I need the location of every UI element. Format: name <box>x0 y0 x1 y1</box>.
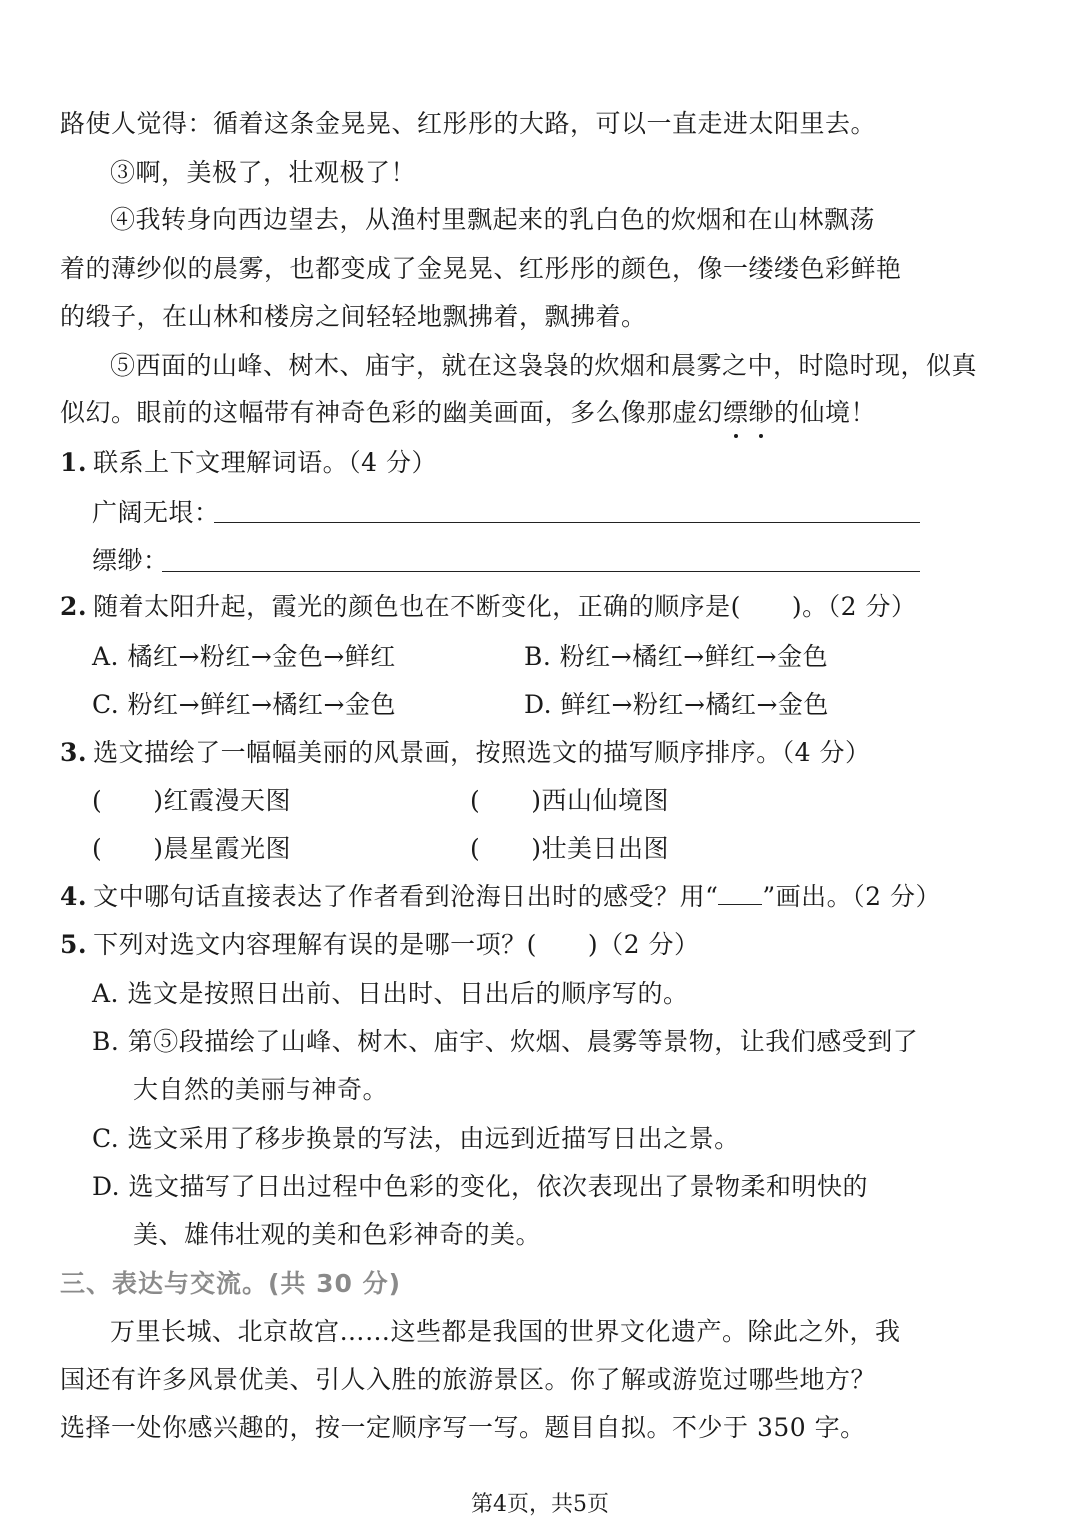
question-1 <box>60 446 930 480</box>
q2-option-a[interactable]: A. 橘红→粉红→金色→鲜红 <box>92 642 396 671</box>
q1-term-1-label: 广阔无垠： <box>92 498 220 527</box>
passage-paragraph-4-line-2: 着的薄纱似的晨雾，也都变成了金晃晃、红彤彤的颜色，像一缕缕色彩鲜艳 <box>60 254 902 283</box>
question-number: 1. <box>60 448 88 477</box>
passage-paragraph-5-line-1: ⑤西面的山峰、树木、庙宇，就在这袅袅的炊烟和晨雾之中，时隐时现，似真 <box>110 351 978 380</box>
underline-mark <box>718 884 762 905</box>
q2-option-d[interactable]: D. 鲜红→粉红→橘红→金色 <box>524 690 829 719</box>
question-number: 2. <box>60 592 88 621</box>
writing-prompt-line-3: 选择一处你感兴趣的，按一定顺序写一写。题目自拟。不少于 350 字。 <box>60 1413 866 1442</box>
q1-answer-line-2[interactable] <box>162 571 920 572</box>
q2-option-b[interactable]: B. 粉红→橘红→鲜红→金色 <box>524 642 829 671</box>
q5-option-b[interactable]: B. 第⑤段描绘了山峰、树木、庙宇、炊烟、晨雾等景物，让我们感受到了 <box>92 1027 919 1056</box>
q2-option-c[interactable]: C. 粉红→鲜红→橘红→金色 <box>92 690 396 719</box>
question-text: 随着太阳升起，霞光的颜色也在不断变化，正确的顺序是( )。（2 分） <box>93 592 917 621</box>
writing-prompt-line-1: 万里长城、北京故宫……这些都是我国的世界文化遗产。除此之外，我 <box>110 1317 901 1346</box>
q3-item-1[interactable]: ( )红霞漫天图 <box>92 786 292 815</box>
question-5 <box>60 928 930 962</box>
q5-option-c[interactable]: C. 选文采用了移步换景的写法，由远到近描写日出之景。 <box>92 1124 740 1153</box>
writing-prompt-line-2: 国还有许多风景优美、引人入胜的旅游景区。你了解或游览过哪些地方？ <box>60 1365 877 1394</box>
section-heading: 三、表达与交流。(共 30 分) <box>60 1269 402 1298</box>
q3-item-3[interactable]: ( )晨星霞光图 <box>92 834 292 863</box>
emphasis-character: 缈 <box>749 396 775 430</box>
question-4 <box>60 880 942 914</box>
passage-paragraph-4-line-3: 的缎子，在山林和楼房之间轻轻地飘拂着，飘拂着。 <box>60 302 647 331</box>
question-text: 下列对选文内容理解有误的是哪一项？( )（2 分） <box>93 930 700 959</box>
q1-answer-line-1[interactable] <box>214 522 920 523</box>
question-number: 5. <box>60 930 88 959</box>
q1-term-2-label: 缥缈： <box>92 546 169 575</box>
passage-line: 路使人觉得：循着这条金晃晃、红彤彤的大路，可以一直走进太阳里去。 <box>60 109 877 138</box>
passage-paragraph-5-line-2 <box>60 396 930 430</box>
question-text: ”画出。（2 分） <box>762 882 942 911</box>
q5-option-b-continued: 大自然的美丽与神奇。 <box>133 1075 389 1104</box>
passage-paragraph-4-line-1: ④我转身向西边望去，从渔村里飘起来的乳白色的炊烟和在山林飘荡 <box>110 205 876 234</box>
question-number: 3. <box>60 738 88 767</box>
question-2 <box>60 590 930 624</box>
question-3 <box>60 736 930 770</box>
emphasis-character: 缥 <box>723 396 749 430</box>
q3-item-4[interactable]: ( )壮美日出图 <box>470 834 670 863</box>
q5-option-a[interactable]: A. 选文是按照日出前、日出时、日出后的顺序写的。 <box>92 979 689 1008</box>
question-text: 选文描绘了一幅幅美丽的风景画，按照选文的描写顺序排序。（4 分） <box>93 738 871 767</box>
question-number: 4. <box>60 882 88 911</box>
dotted-word <box>723 398 774 427</box>
page-number: 第4页，共5页 <box>471 1492 609 1517</box>
passage-text: 的仙境！ <box>774 398 877 427</box>
q3-item-2[interactable]: ( )西山仙境图 <box>470 786 670 815</box>
question-text: 文中哪句话直接表达了作者看到沧海日出时的感受？用“ <box>93 882 719 911</box>
q5-option-d-continued: 美、雄伟壮观的美和色彩神奇的美。 <box>133 1220 542 1249</box>
passage-text: 似幻。眼前的这幅带有神奇色彩的幽美画面，多么像那虚幻 <box>60 398 724 427</box>
q5-option-d[interactable]: D. 选文描写了日出过程中色彩的变化，依次表现出了景物柔和明快的 <box>92 1172 869 1201</box>
question-text: 联系上下文理解词语。（4 分） <box>93 448 437 477</box>
passage-paragraph-3: ③啊，美极了，壮观极了！ <box>110 158 417 187</box>
